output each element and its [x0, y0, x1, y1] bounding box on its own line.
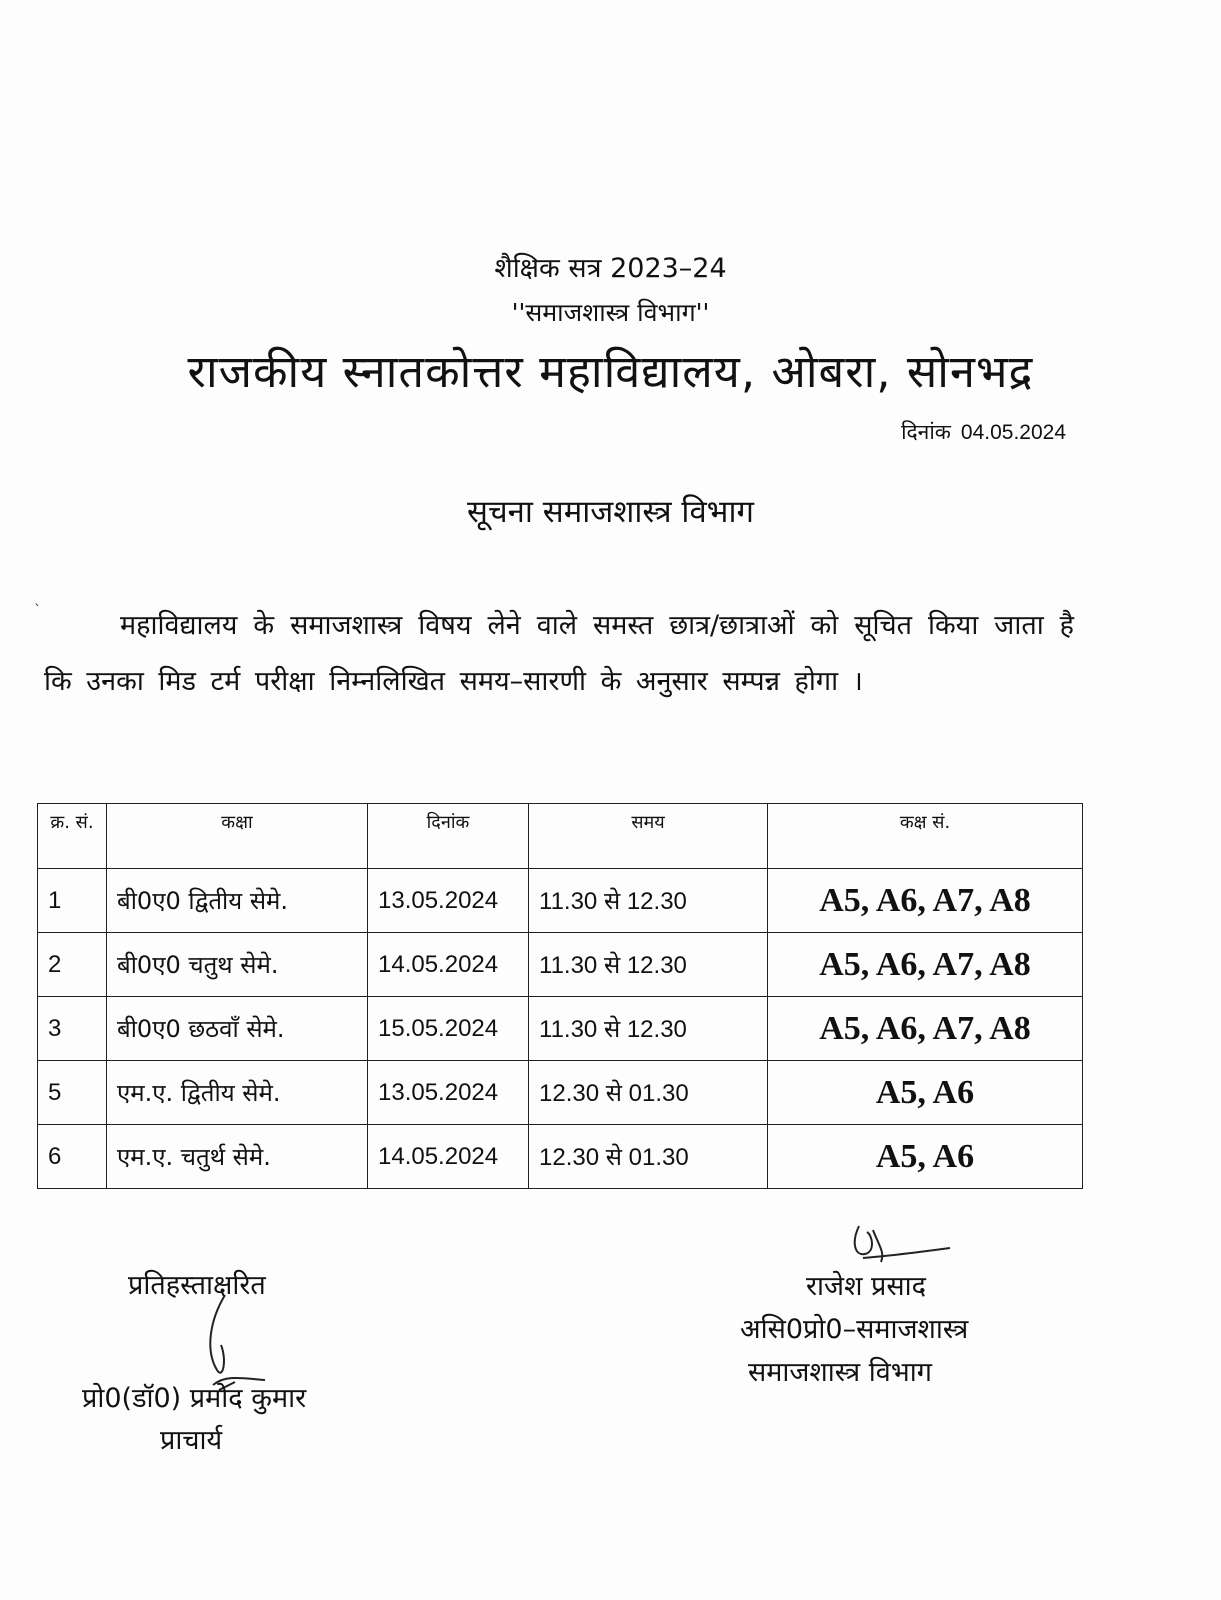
- college-name: राजकीय स्नातकोत्तर महाविद्यालय, ओबरा, सोनभद्र: [187, 345, 1034, 398]
- table-row: [38, 997, 1083, 1061]
- header-class: कक्षा: [107, 804, 368, 869]
- principal-name: प्रो0(डॉ0) प्रमोद कुमार: [82, 1383, 307, 1414]
- table-row: [38, 1061, 1083, 1125]
- cell-time: 12.30 से 01.30: [529, 1125, 768, 1189]
- cell-serial: 3: [38, 997, 107, 1061]
- professor-department: समाजशास्त्र विभाग: [748, 1357, 932, 1388]
- countersigned-label: प्रतिहस्ताक्षरित: [128, 1270, 266, 1301]
- cell-time: 11.30 से 12.30: [529, 997, 768, 1061]
- cell-class: एम.ए. द्वितीय सेमे.: [107, 1061, 368, 1125]
- cell-serial: 6: [38, 1125, 107, 1189]
- principal-title: प्राचार्य: [160, 1425, 223, 1456]
- professor-name: राजेश प्रसाद: [806, 1271, 926, 1302]
- cell-class: बी0ए0 द्वितीय सेमे.: [107, 869, 368, 933]
- academic-session: शैक्षिक सत्र 2023–24: [494, 253, 727, 284]
- header-time: समय: [529, 804, 768, 869]
- cell-date: 14.05.2024: [368, 1125, 529, 1189]
- notice-date: [901, 418, 1066, 446]
- header-room: कक्ष सं.: [768, 804, 1083, 869]
- header-date: दिनांक: [368, 804, 529, 869]
- cell-class: बी0ए0 चतुथ सेमे.: [107, 933, 368, 997]
- header-serial: क्र. सं.: [38, 804, 107, 869]
- cell-date: 13.05.2024: [368, 869, 529, 933]
- cell-room: A5, A6, A7, A8: [768, 869, 1083, 933]
- cell-room: A5, A6: [768, 1125, 1083, 1189]
- table-header-row: [38, 804, 1083, 869]
- cell-serial: 2: [38, 933, 107, 997]
- date-value: 04.05.2024: [960, 421, 1066, 444]
- cell-class: बी0ए0 छठवाँ सेमे.: [107, 997, 368, 1061]
- cell-date: 13.05.2024: [368, 1061, 529, 1125]
- cell-serial: 5: [38, 1061, 107, 1125]
- professor-designation: असि0प्रो0–समाजशास्त्र: [740, 1314, 969, 1345]
- notice-title: सूचना समाजशास्त्र विभाग: [467, 494, 754, 530]
- cell-serial: 1: [38, 869, 107, 933]
- cell-date: 14.05.2024: [368, 933, 529, 997]
- cell-time: 11.30 से 12.30: [529, 869, 768, 933]
- cell-time: 12.30 से 01.30: [529, 1061, 768, 1125]
- table-row: [38, 933, 1083, 997]
- cell-room: A5, A6, A7, A8: [768, 933, 1083, 997]
- exam-schedule-table: [37, 803, 1083, 1189]
- department-heading: ''समाजशास्त्र विभाग'': [511, 298, 710, 327]
- cell-room: A5, A6: [768, 1061, 1083, 1125]
- table-row: [38, 1125, 1083, 1189]
- cell-class: एम.ए. चतुर्थ सेमे.: [107, 1125, 368, 1189]
- notice-body: महाविद्यालय के समाजशास्त्र विषय लेने वाले समस्त छात्र/छात्राओं को सूचित किया जाता है कि उनका मिड टर्म परीक्षा निम्नलिखित समय–सारणी के अनुसार सम्पन्न होगा ।: [44, 610, 1074, 697]
- cell-room: A5, A6, A7, A8: [768, 997, 1083, 1061]
- table-row: [38, 869, 1083, 933]
- cell-date: 15.05.2024: [368, 997, 529, 1061]
- tick-mark: ˋ: [34, 603, 41, 619]
- professor-signature-block: [740, 1265, 1040, 1394]
- cell-time: 11.30 से 12.30: [529, 933, 768, 997]
- date-label: दिनांक: [901, 420, 951, 444]
